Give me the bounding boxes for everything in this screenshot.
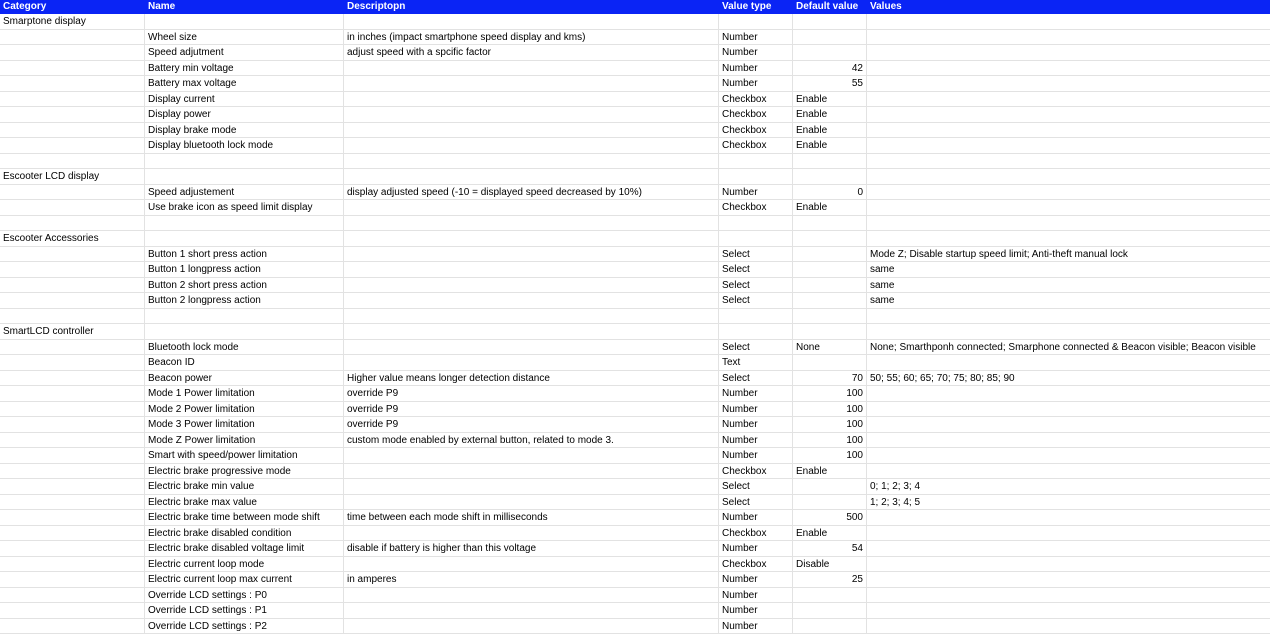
cell-default-value[interactable]: 70: [793, 371, 867, 387]
cell-name[interactable]: Mode 1 Power limitation: [145, 386, 344, 402]
cell-value-type[interactable]: [719, 169, 793, 185]
cell-category[interactable]: [0, 371, 145, 387]
table-row: [0, 138, 1270, 154]
cell-category[interactable]: [0, 355, 145, 371]
cell-value-type[interactable]: Select: [719, 479, 793, 495]
cell-values[interactable]: 50; 55; 60; 65; 70; 75; 80; 85; 90: [867, 371, 1270, 387]
cell-default-value[interactable]: [793, 479, 867, 495]
cell-default-value[interactable]: [793, 309, 867, 325]
cell-description[interactable]: override P9: [344, 386, 719, 402]
table-row: [0, 123, 1270, 139]
cell-description[interactable]: [344, 464, 719, 480]
cell-category[interactable]: [0, 557, 145, 573]
cell-values[interactable]: [867, 572, 1270, 588]
table-row: [0, 495, 1270, 511]
cell-category[interactable]: [0, 123, 145, 139]
cell-values[interactable]: [867, 619, 1270, 635]
cell-description[interactable]: in inches (impact smartphone speed display and kms): [344, 30, 719, 46]
table-row: [0, 526, 1270, 542]
cell-description[interactable]: [344, 247, 719, 263]
table-row: [0, 169, 1270, 185]
cell-category[interactable]: [0, 154, 145, 170]
cell-name[interactable]: Electric brake min value: [145, 479, 344, 495]
cell-default-value[interactable]: 500: [793, 510, 867, 526]
cell-default-value[interactable]: [793, 45, 867, 61]
cell-description[interactable]: [344, 216, 719, 232]
cell-value-type[interactable]: Number: [719, 572, 793, 588]
cell-name[interactable]: [145, 231, 344, 247]
cell-values[interactable]: 1; 2; 3; 4; 5: [867, 495, 1270, 511]
cell-name[interactable]: Button 2 longpress action: [145, 293, 344, 309]
cell-description[interactable]: [344, 588, 719, 604]
table-row: [0, 557, 1270, 573]
cell-value-type[interactable]: Number: [719, 588, 793, 604]
cell-value-type[interactable]: [719, 324, 793, 340]
cell-value-type[interactable]: Number: [719, 30, 793, 46]
cell-name[interactable]: Mode Z Power limitation: [145, 433, 344, 449]
cell-default-value[interactable]: 100: [793, 402, 867, 418]
table-row: [0, 247, 1270, 263]
cell-values[interactable]: [867, 510, 1270, 526]
cell-description[interactable]: override P9: [344, 417, 719, 433]
table-row: [0, 293, 1270, 309]
cell-name[interactable]: [145, 169, 344, 185]
cell-name[interactable]: Wheel size: [145, 30, 344, 46]
cell-value-type[interactable]: [719, 216, 793, 232]
cell-name[interactable]: Speed adjustement: [145, 185, 344, 201]
table-row: [0, 603, 1270, 619]
cell-name[interactable]: Electric current loop max current: [145, 572, 344, 588]
table-body: [0, 14, 1270, 634]
cell-category[interactable]: [0, 30, 145, 46]
cell-value-type[interactable]: Select: [719, 247, 793, 263]
cell-category[interactable]: [0, 572, 145, 588]
table-row: [0, 30, 1270, 46]
table-row: [0, 402, 1270, 418]
cell-values[interactable]: [867, 526, 1270, 542]
cell-description[interactable]: override P9: [344, 402, 719, 418]
cell-category[interactable]: [0, 588, 145, 604]
cell-values[interactable]: [867, 138, 1270, 154]
cell-category[interactable]: [0, 278, 145, 294]
cell-value-type[interactable]: Checkbox: [719, 557, 793, 573]
cell-default-value[interactable]: [793, 30, 867, 46]
cell-default-value[interactable]: [793, 495, 867, 511]
table-row: [0, 107, 1270, 123]
cell-values[interactable]: [867, 541, 1270, 557]
cell-values[interactable]: [867, 464, 1270, 480]
cell-description[interactable]: time between each mode shift in milliseconds: [344, 510, 719, 526]
table-row: [0, 541, 1270, 557]
cell-default-value[interactable]: None: [793, 340, 867, 356]
cell-description[interactable]: [344, 324, 719, 340]
cell-value-type[interactable]: Select: [719, 371, 793, 387]
cell-category[interactable]: [0, 45, 145, 61]
cell-value-type[interactable]: [719, 14, 793, 30]
cell-description[interactable]: [344, 138, 719, 154]
cell-value-type[interactable]: Number: [719, 603, 793, 619]
cell-category[interactable]: [0, 495, 145, 511]
cell-value-type[interactable]: Number: [719, 402, 793, 418]
table-row: [0, 200, 1270, 216]
cell-category[interactable]: [0, 61, 145, 77]
cell-description[interactable]: [344, 479, 719, 495]
header-value-type[interactable]: Value type: [719, 0, 793, 14]
cell-default-value[interactable]: [793, 231, 867, 247]
table-row: [0, 14, 1270, 30]
cell-default-value[interactable]: [793, 324, 867, 340]
cell-name[interactable]: Override LCD settings : P1: [145, 603, 344, 619]
cell-values[interactable]: [867, 355, 1270, 371]
cell-name[interactable]: Electric brake time between mode shift: [145, 510, 344, 526]
cell-category[interactable]: [0, 402, 145, 418]
cell-value-type[interactable]: Number: [719, 61, 793, 77]
cell-description[interactable]: [344, 619, 719, 635]
cell-values[interactable]: [867, 588, 1270, 604]
cell-values[interactable]: [867, 45, 1270, 61]
cell-default-value[interactable]: Enable: [793, 526, 867, 542]
cell-value-type[interactable]: Select: [719, 340, 793, 356]
cell-values[interactable]: same: [867, 293, 1270, 309]
cell-name[interactable]: Battery min voltage: [145, 61, 344, 77]
cell-name[interactable]: Mode 3 Power limitation: [145, 417, 344, 433]
cell-category[interactable]: [0, 464, 145, 480]
cell-default-value[interactable]: 42: [793, 61, 867, 77]
cell-category[interactable]: [0, 76, 145, 92]
cell-name[interactable]: Electric current loop mode: [145, 557, 344, 573]
cell-description[interactable]: [344, 154, 719, 170]
cell-value-type[interactable]: [719, 154, 793, 170]
cell-name[interactable]: Bluetooth lock mode: [145, 340, 344, 356]
cell-values[interactable]: same: [867, 262, 1270, 278]
cell-name[interactable]: [145, 14, 344, 30]
cell-category[interactable]: Smarptone display: [0, 14, 145, 30]
cell-name[interactable]: Electric brake disabled condition: [145, 526, 344, 542]
cell-default-value[interactable]: [793, 278, 867, 294]
cell-values[interactable]: [867, 200, 1270, 216]
cell-category[interactable]: [0, 448, 145, 464]
cell-values[interactable]: [867, 324, 1270, 340]
cell-value-type[interactable]: Select: [719, 262, 793, 278]
header-description[interactable]: Descriptopn: [344, 0, 719, 14]
cell-default-value[interactable]: Enable: [793, 200, 867, 216]
header-default-value[interactable]: Default value: [793, 0, 867, 14]
table-row: [0, 216, 1270, 232]
table-row: [0, 619, 1270, 635]
cell-value-type[interactable]: Checkbox: [719, 107, 793, 123]
cell-name[interactable]: Electric brake progressive mode: [145, 464, 344, 480]
cell-default-value[interactable]: 100: [793, 386, 867, 402]
cell-value-type[interactable]: [719, 309, 793, 325]
table-row: [0, 572, 1270, 588]
cell-value-type[interactable]: Select: [719, 495, 793, 511]
cell-values[interactable]: [867, 76, 1270, 92]
table-row: [0, 309, 1270, 325]
cell-category[interactable]: [0, 340, 145, 356]
cell-category[interactable]: [0, 386, 145, 402]
cell-value-type[interactable]: Number: [719, 619, 793, 635]
cell-category[interactable]: [0, 262, 145, 278]
cell-value-type[interactable]: Checkbox: [719, 138, 793, 154]
cell-value-type[interactable]: Checkbox: [719, 92, 793, 108]
header-name[interactable]: Name: [145, 0, 344, 14]
cell-value-type[interactable]: Checkbox: [719, 464, 793, 480]
cell-value-type[interactable]: Number: [719, 417, 793, 433]
table-row: [0, 355, 1270, 371]
table-row: [0, 510, 1270, 526]
cell-value-type[interactable]: Checkbox: [719, 526, 793, 542]
table-row: [0, 185, 1270, 201]
cell-description[interactable]: [344, 278, 719, 294]
table-row: [0, 278, 1270, 294]
cell-values[interactable]: [867, 14, 1270, 30]
cell-category[interactable]: [0, 309, 145, 325]
cell-name[interactable]: Smart with speed/power limitation: [145, 448, 344, 464]
cell-values[interactable]: [867, 185, 1270, 201]
table-row: [0, 479, 1270, 495]
cell-category[interactable]: [0, 619, 145, 635]
table-row: [0, 340, 1270, 356]
cell-name[interactable]: Display power: [145, 107, 344, 123]
table-row: [0, 231, 1270, 247]
table-row: [0, 262, 1270, 278]
cell-name[interactable]: [145, 216, 344, 232]
cell-category[interactable]: [0, 510, 145, 526]
cell-default-value[interactable]: [793, 588, 867, 604]
cell-default-value[interactable]: 100: [793, 433, 867, 449]
cell-name[interactable]: Button 2 short press action: [145, 278, 344, 294]
table-row: [0, 45, 1270, 61]
cell-description[interactable]: disable if battery is higher than this voltage: [344, 541, 719, 557]
cell-values[interactable]: [867, 216, 1270, 232]
cell-description[interactable]: [344, 495, 719, 511]
cell-name[interactable]: Mode 2 Power limitation: [145, 402, 344, 418]
cell-values[interactable]: [867, 107, 1270, 123]
table-row: [0, 386, 1270, 402]
cell-value-type[interactable]: Number: [719, 433, 793, 449]
cell-values[interactable]: [867, 386, 1270, 402]
cell-name[interactable]: Electric brake max value: [145, 495, 344, 511]
cell-description[interactable]: [344, 557, 719, 573]
table-row: [0, 417, 1270, 433]
cell-category[interactable]: [0, 200, 145, 216]
table-row: [0, 464, 1270, 480]
cell-name[interactable]: Override LCD settings : P0: [145, 588, 344, 604]
cell-default-value[interactable]: 100: [793, 448, 867, 464]
cell-name[interactable]: Beacon power: [145, 371, 344, 387]
cell-name[interactable]: Battery max voltage: [145, 76, 344, 92]
cell-value-type[interactable]: Number: [719, 45, 793, 61]
cell-default-value[interactable]: Enable: [793, 138, 867, 154]
cell-name[interactable]: Override LCD settings : P2: [145, 619, 344, 635]
cell-values[interactable]: 0; 1; 2; 3; 4: [867, 479, 1270, 495]
cell-category[interactable]: [0, 247, 145, 263]
cell-name[interactable]: Use brake icon as speed limit display: [145, 200, 344, 216]
cell-category[interactable]: [0, 603, 145, 619]
cell-value-type[interactable]: Number: [719, 76, 793, 92]
cell-description[interactable]: [344, 61, 719, 77]
cell-value-type[interactable]: Text: [719, 355, 793, 371]
cell-description[interactable]: [344, 169, 719, 185]
cell-description[interactable]: [344, 92, 719, 108]
cell-value-type[interactable]: Checkbox: [719, 200, 793, 216]
cell-values[interactable]: [867, 557, 1270, 573]
cell-category[interactable]: [0, 417, 145, 433]
cell-name[interactable]: Display brake mode: [145, 123, 344, 139]
cell-values[interactable]: [867, 309, 1270, 325]
cell-values[interactable]: [867, 123, 1270, 139]
cell-name[interactable]: [145, 154, 344, 170]
cell-description[interactable]: [344, 231, 719, 247]
cell-values[interactable]: same: [867, 278, 1270, 294]
cell-description[interactable]: Higher value means longer detection distance: [344, 371, 719, 387]
cell-category[interactable]: Escooter Accessories: [0, 231, 145, 247]
cell-description[interactable]: [344, 107, 719, 123]
cell-value-type[interactable]: Select: [719, 278, 793, 294]
table-row: [0, 154, 1270, 170]
cell-category[interactable]: [0, 433, 145, 449]
cell-category[interactable]: [0, 107, 145, 123]
cell-values[interactable]: [867, 154, 1270, 170]
cell-description[interactable]: [344, 123, 719, 139]
cell-value-type[interactable]: Number: [719, 448, 793, 464]
cell-category[interactable]: [0, 92, 145, 108]
cell-value-type[interactable]: Number: [719, 386, 793, 402]
cell-value-type[interactable]: Number: [719, 510, 793, 526]
cell-description[interactable]: [344, 603, 719, 619]
cell-default-value[interactable]: 0: [793, 185, 867, 201]
cell-description[interactable]: custom mode enabled by external button, related to mode 3.: [344, 433, 719, 449]
cell-default-value[interactable]: [793, 154, 867, 170]
cell-values[interactable]: [867, 433, 1270, 449]
cell-values[interactable]: [867, 448, 1270, 464]
cell-name[interactable]: Button 1 short press action: [145, 247, 344, 263]
cell-category[interactable]: Escooter LCD display: [0, 169, 145, 185]
table-row: [0, 76, 1270, 92]
cell-values[interactable]: [867, 30, 1270, 46]
cell-name[interactable]: Speed adjutment: [145, 45, 344, 61]
cell-default-value[interactable]: Enable: [793, 92, 867, 108]
cell-default-value[interactable]: Disable: [793, 557, 867, 573]
table-row: [0, 433, 1270, 449]
cell-default-value[interactable]: [793, 262, 867, 278]
cell-description[interactable]: [344, 448, 719, 464]
table-row: [0, 588, 1270, 604]
cell-category[interactable]: [0, 526, 145, 542]
cell-values[interactable]: Mode Z; Disable startup speed limit; Anti-theft manual lock: [867, 247, 1270, 263]
cell-default-value[interactable]: 25: [793, 572, 867, 588]
cell-default-value[interactable]: Enable: [793, 123, 867, 139]
cell-value-type[interactable]: Checkbox: [719, 123, 793, 139]
cell-value-type[interactable]: [719, 231, 793, 247]
header-row: [0, 0, 1270, 14]
cell-default-value[interactable]: Enable: [793, 107, 867, 123]
cell-category[interactable]: [0, 541, 145, 557]
cell-category[interactable]: SmartLCD controller: [0, 324, 145, 340]
cell-default-value[interactable]: [793, 247, 867, 263]
cell-description[interactable]: [344, 340, 719, 356]
cell-value-type[interactable]: Select: [719, 293, 793, 309]
table-row: [0, 371, 1270, 387]
cell-description[interactable]: [344, 526, 719, 542]
cell-default-value[interactable]: [793, 603, 867, 619]
header-category[interactable]: Category: [0, 0, 145, 14]
cell-name[interactable]: [145, 324, 344, 340]
cell-values[interactable]: None; Smarthponh connected; Smarphone connected & Beacon visible; Beacon visible: [867, 340, 1270, 356]
cell-values[interactable]: [867, 603, 1270, 619]
cell-name[interactable]: [145, 309, 344, 325]
cell-name[interactable]: Beacon ID: [145, 355, 344, 371]
cell-values[interactable]: [867, 417, 1270, 433]
cell-description[interactable]: [344, 200, 719, 216]
table-row: [0, 61, 1270, 77]
cell-values[interactable]: [867, 231, 1270, 247]
cell-default-value[interactable]: [793, 14, 867, 30]
cell-values[interactable]: [867, 92, 1270, 108]
cell-name[interactable]: Display current: [145, 92, 344, 108]
cell-name[interactable]: Button 1 longpress action: [145, 262, 344, 278]
header-values[interactable]: Values: [867, 0, 1270, 14]
cell-default-value[interactable]: 100: [793, 417, 867, 433]
cell-default-value[interactable]: [793, 355, 867, 371]
cell-category[interactable]: [0, 216, 145, 232]
cell-description[interactable]: in amperes: [344, 572, 719, 588]
cell-default-value[interactable]: [793, 216, 867, 232]
cell-category[interactable]: [0, 479, 145, 495]
cell-name[interactable]: Display bluetooth lock mode: [145, 138, 344, 154]
cell-value-type[interactable]: Number: [719, 541, 793, 557]
cell-values[interactable]: [867, 402, 1270, 418]
table-row: [0, 92, 1270, 108]
cell-values[interactable]: [867, 61, 1270, 77]
cell-category[interactable]: [0, 138, 145, 154]
cell-description[interactable]: [344, 293, 719, 309]
cell-default-value[interactable]: 55: [793, 76, 867, 92]
cell-description[interactable]: [344, 76, 719, 92]
cell-default-value[interactable]: [793, 619, 867, 635]
cell-description[interactable]: [344, 355, 719, 371]
cell-name[interactable]: Electric brake disabled voltage limit: [145, 541, 344, 557]
cell-default-value[interactable]: [793, 169, 867, 185]
cell-default-value[interactable]: Enable: [793, 464, 867, 480]
cell-category[interactable]: [0, 185, 145, 201]
cell-description[interactable]: adjust speed with a spcific factor: [344, 45, 719, 61]
cell-category[interactable]: [0, 293, 145, 309]
cell-description[interactable]: [344, 14, 719, 30]
cell-values[interactable]: [867, 169, 1270, 185]
cell-value-type[interactable]: Number: [719, 185, 793, 201]
cell-description[interactable]: display adjusted speed (-10 = displayed speed decreased by 10%): [344, 185, 719, 201]
table-row: [0, 448, 1270, 464]
table-row: [0, 324, 1270, 340]
cell-default-value[interactable]: 54: [793, 541, 867, 557]
cell-description[interactable]: [344, 262, 719, 278]
cell-default-value[interactable]: [793, 293, 867, 309]
cell-description[interactable]: [344, 309, 719, 325]
